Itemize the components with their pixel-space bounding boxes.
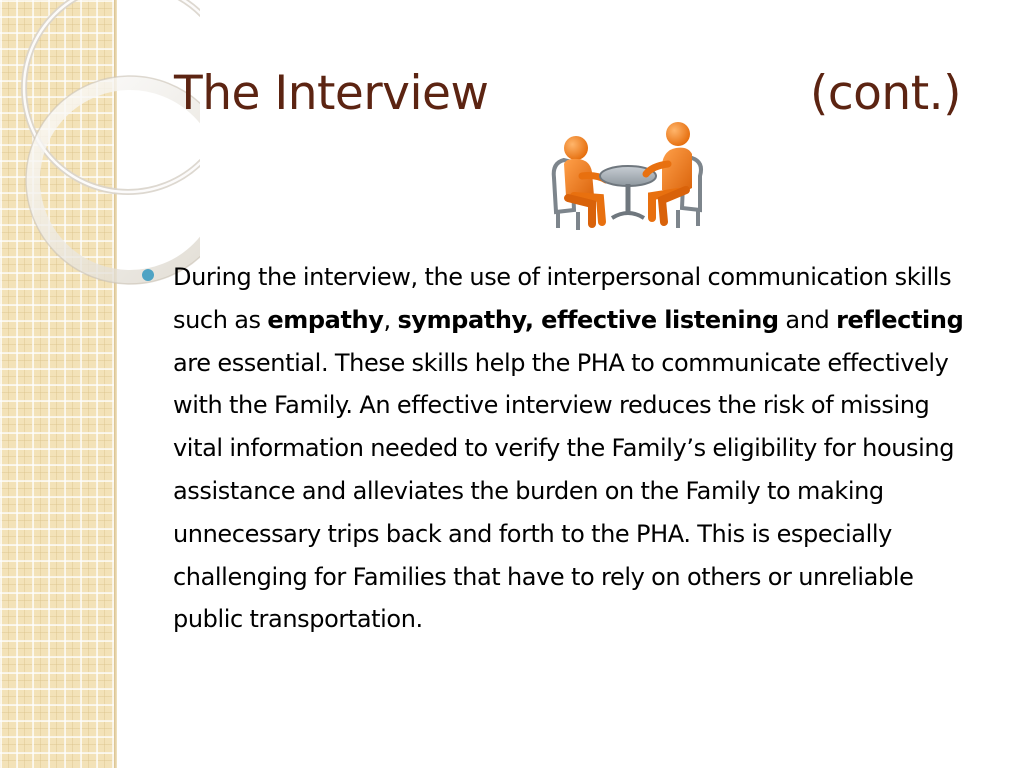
- keyword-sympathy-listening: sympathy, effective listening: [397, 305, 779, 334]
- bullet-item: [142, 256, 982, 641]
- body-text-3: and: [778, 305, 837, 334]
- decorative-circles: [0, 0, 200, 300]
- keyword-reflecting: reflecting: [836, 305, 964, 334]
- body-text-2: ,: [383, 305, 398, 334]
- two-people-at-table-icon: [548, 118, 708, 238]
- body-text-4: are essential. These skills help the PHA to communicate effectively with the Family. An effective interview reduces the risk of missing vital information needed to verify the Family’s eligibility for housing assistance and alleviates the burden on the Family to making unnecessary trips back and forth to the PHA. This is especially challenging for Families that have to rely on others or unreliable public transportation.: [173, 348, 955, 634]
- slide-title-suffix: (cont.): [810, 66, 961, 121]
- slide-title: The Interview: [174, 66, 489, 121]
- body-text-1: During the interview, the use of interpersonal communication skills such as: [173, 263, 952, 334]
- bullet-paragraph: [173, 256, 982, 641]
- keyword-empathy: empathy: [267, 305, 384, 334]
- bullet-dot-icon: [142, 269, 154, 281]
- bullet-list: [142, 256, 982, 641]
